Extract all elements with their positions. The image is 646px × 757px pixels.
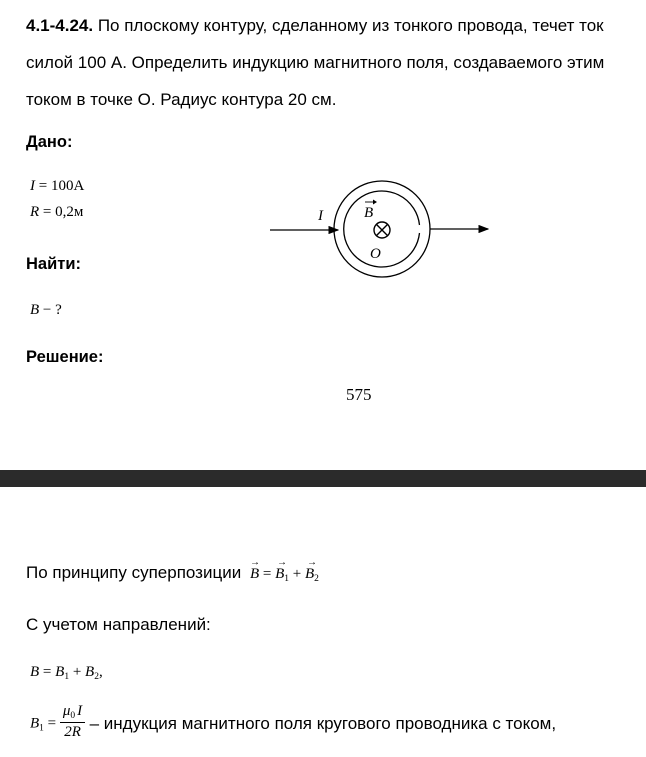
into-page-cross-icon [374,222,390,238]
directions-line: С учетом направлений: [26,615,211,634]
contour-figure [266,176,506,286]
center-label: O [370,246,381,262]
b1-formula: $B_1$ = $\frac{\mu_0 I}{2R}$ [30,705,85,743]
problem-number: 4.1-4.24. [26,16,94,35]
b1-formula-line [30,705,556,755]
solution-heading: Решение: [26,348,104,366]
field-vector-arrowhead [373,200,377,205]
find-heading: Найти: [26,255,81,273]
superposition-equation: → B = → $B_1$ + → $B_2$ [250,566,319,582]
problem-line-3: током в точке О. Радиус контура 20 см. [26,90,337,109]
contour-outer-arc [334,181,430,277]
page-break-separator [0,470,646,487]
superposition-line: По принципу суперпозиции → B = → $B_1$ + → $B_2$ [26,563,319,584]
field-label: B [364,205,374,221]
problem-line-2: силой 100 А. Определить индукцию магнитного поля, создаваемого этим [26,53,605,72]
problem-statement [26,7,604,118]
given-current: I = 100A [30,178,85,194]
problem-line-1: 4.1-4.24. По плоскому контуру, сделанному из тонкого провода, течет ток [26,16,604,35]
b1-denominator: 2R [64,724,81,740]
current-label: I [318,208,323,224]
given-radius: R = 0,2м [30,204,84,220]
find-b: B − ? [30,302,62,318]
b1-fraction [60,703,85,741]
scalar-equation: $B = B_1 + B_2$, [30,664,103,682]
page-number: 575 [346,385,372,404]
b1-numerator: $\mu_0$ I [60,703,85,723]
b1-description: – индукция магнитного поля кругового проводника с током, [89,714,557,733]
given-heading: Дано: [26,133,73,151]
